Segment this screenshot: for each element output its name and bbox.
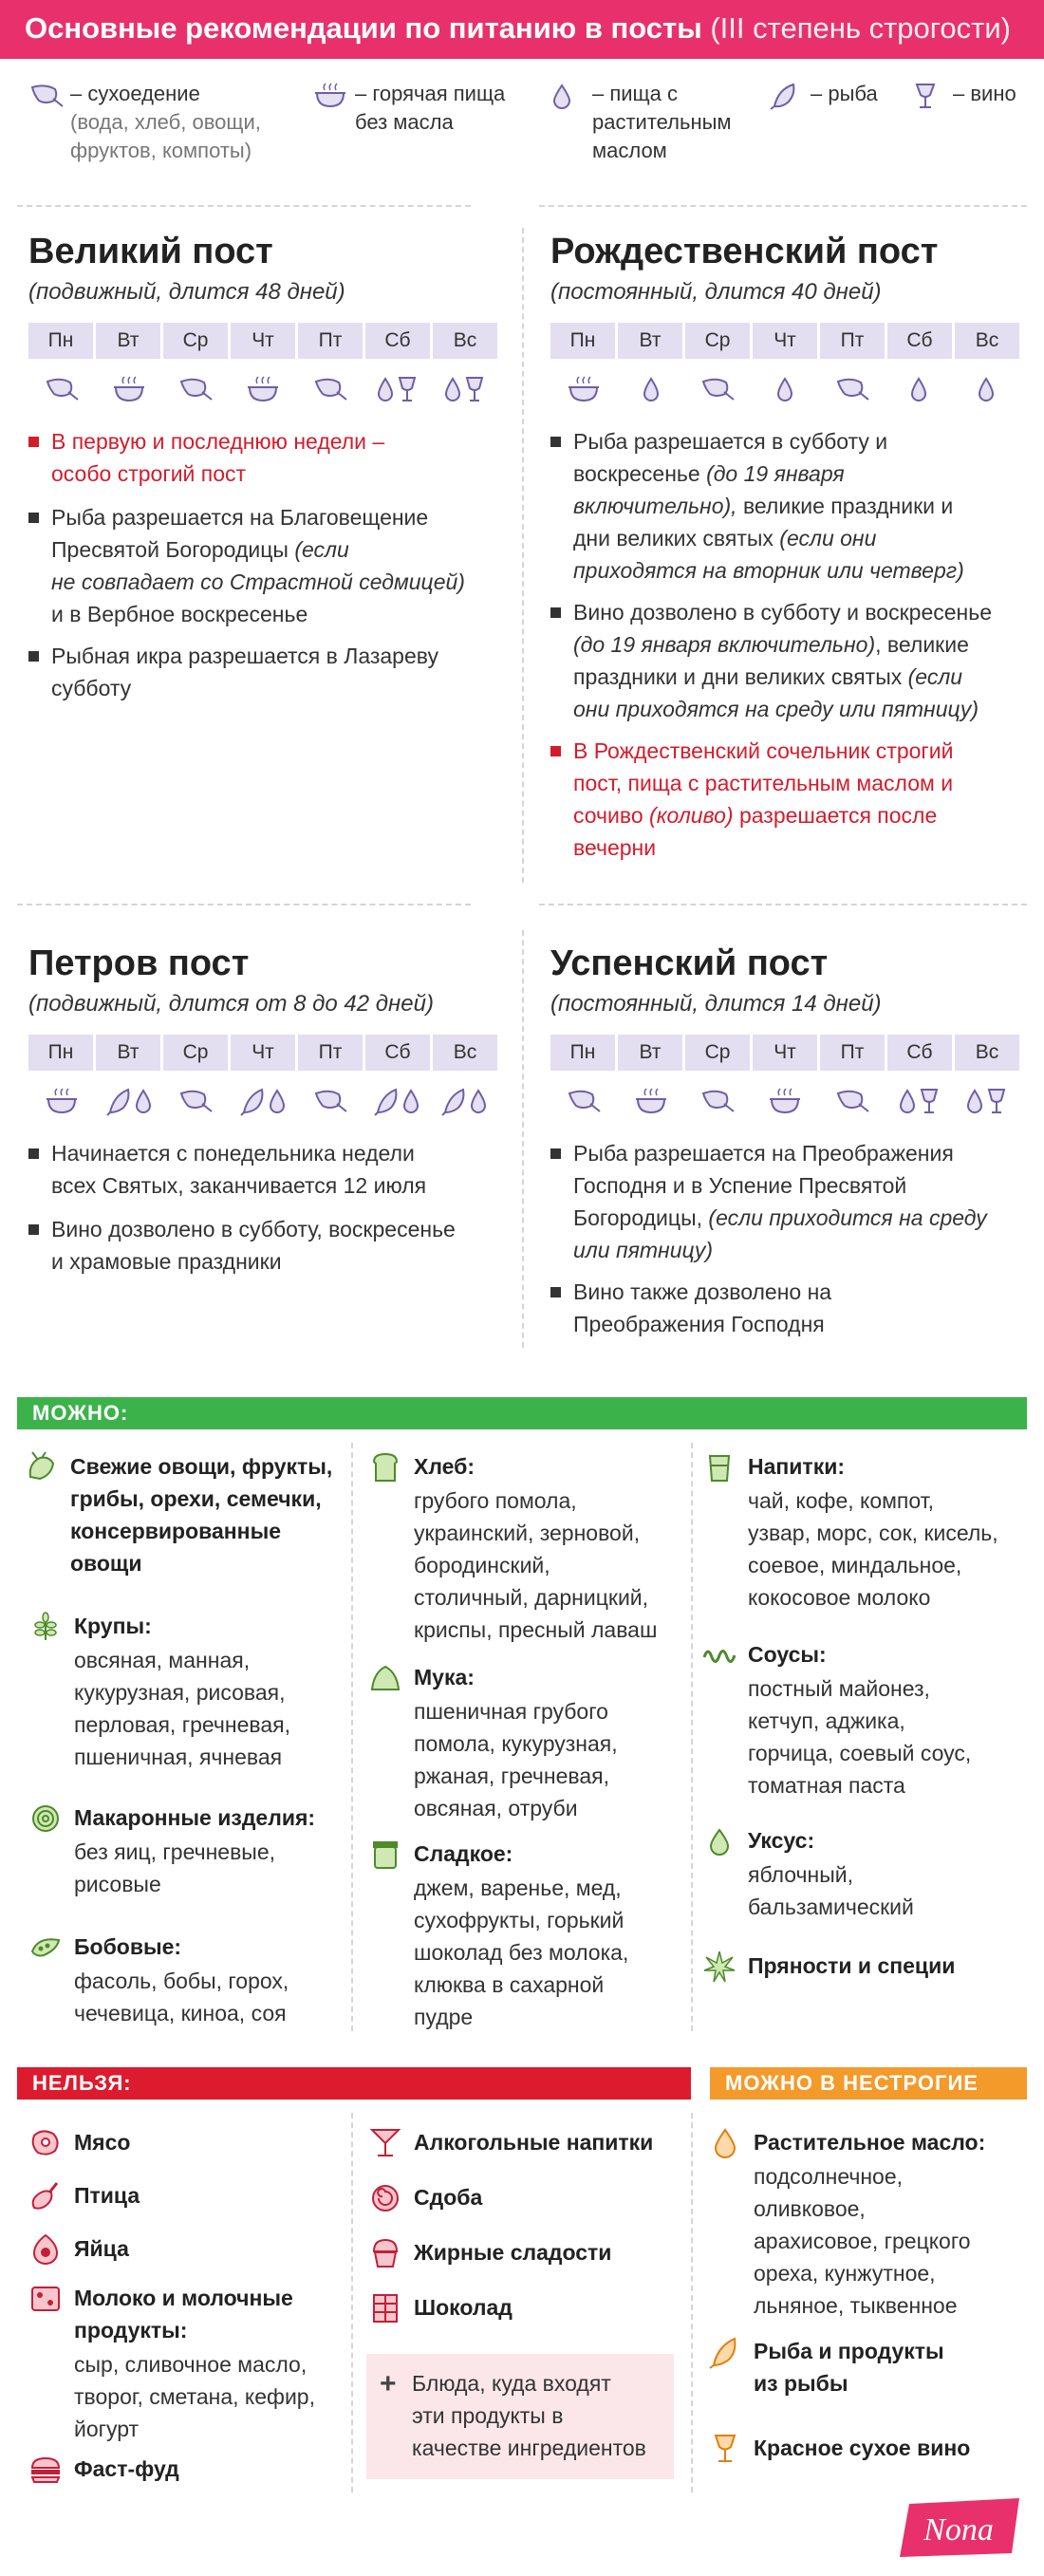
- fish-icon: [708, 2335, 742, 2369]
- vinegar-icon: [702, 1824, 736, 1858]
- category-name: Напитки:: [748, 1454, 846, 1479]
- category-description: без яиц, гречневые, рисовые: [74, 1839, 276, 1896]
- category-description: джем, варенье, мед, сухофрукты, горький шоколад без молока, клюква в сахарной пудре: [414, 1876, 629, 2029]
- divider: [522, 228, 524, 883]
- hot-icon: [634, 1086, 668, 1116]
- wine-icon: [919, 1086, 940, 1116]
- ingredients-note: [366, 2354, 674, 2479]
- divider: [522, 930, 524, 1348]
- oil-icon: [642, 374, 661, 404]
- day-food-cell: [28, 1080, 96, 1122]
- fish-icon: [440, 1086, 467, 1116]
- oil-icon: [898, 1086, 917, 1116]
- divider: [539, 205, 1027, 207]
- cupcake-icon: [368, 2236, 402, 2270]
- post-note: Начинается с понедельника недели всех Святых, заканчивается 12 июля: [28, 1137, 522, 1202]
- weekday-label: Пт: [298, 1035, 365, 1071]
- weekday-label: Вт: [618, 1035, 685, 1071]
- vegetables-icon: [25, 1450, 59, 1484]
- divider: [17, 205, 471, 207]
- category-name: Мясо: [74, 2130, 131, 2155]
- category-name: Фаст-фуд: [74, 2456, 179, 2481]
- weekday-label: Ср: [163, 323, 231, 359]
- category-description: овсяная, манная, кукурузная, рисовая, перловая, гречневая, пшеничная, ячневая: [74, 1648, 290, 1769]
- day-food-cell: [818, 1080, 886, 1122]
- weekday-label: Пт: [820, 323, 887, 359]
- post-note: Рыбная икра разрешается в Лазареву субботу: [28, 640, 522, 704]
- weekday-row: [28, 323, 497, 359]
- forbidden-bar: НЕЛЬЗЯ:: [17, 2067, 691, 2100]
- weekday-label: Сб: [365, 323, 433, 359]
- poultry-icon: [28, 2179, 63, 2213]
- dry-icon: [699, 1086, 736, 1116]
- post-subtitle: (подвижный, длится от 8 до 42 дней): [28, 991, 434, 1017]
- day-food-cell: [296, 1080, 364, 1122]
- post-title: Успенский пост: [550, 943, 829, 983]
- fastfood-icon: [28, 2453, 63, 2487]
- category-name: Шоколад: [414, 2295, 513, 2320]
- weekday-label: Вс: [453, 1041, 477, 1063]
- dry-icon: [834, 374, 870, 404]
- oil-icon: [401, 1086, 420, 1116]
- post-subtitle: (постоянный, длится 40 дней): [550, 279, 882, 305]
- jam-icon: [368, 1838, 402, 1872]
- weekday-label: Ср: [163, 1035, 231, 1071]
- note-text: Блюда, куда входят эти продукты в качестве ингредиентов: [412, 2371, 646, 2460]
- day-food-cell: [162, 368, 230, 410]
- sauce-icon: [702, 1638, 736, 1672]
- hot-icon: [567, 374, 601, 404]
- category-name: Крупы:: [74, 1614, 152, 1638]
- weekday-label: Вт: [96, 323, 163, 359]
- category-description: чай, кофе, компот, узвар, морс, сок, кисель, соевое, миндальное, кокосовое молоко: [748, 1488, 998, 1610]
- category-description: постный майонез, кетчуп, аджика, горчица, соевый соус, томатная паста: [748, 1676, 972, 1798]
- nona-logo: [892, 2496, 1025, 2563]
- divider: [351, 1443, 353, 2031]
- food-icon-row: [550, 1080, 1019, 1122]
- weekday-label: Сб: [887, 1035, 955, 1071]
- category-name: Алкогольные напитки: [414, 2130, 654, 2155]
- hot-icon: [768, 1086, 802, 1116]
- category-name: Мука:: [414, 1665, 475, 1689]
- dry-icon: [312, 1086, 348, 1116]
- flour-icon: [368, 1661, 402, 1695]
- post-subtitle: (подвижный, длится 48 дней): [28, 279, 345, 305]
- oil-icon: [469, 1086, 488, 1116]
- dry-icon: [177, 374, 214, 404]
- day-food-cell: [162, 1080, 230, 1122]
- weekday-label: Пт: [298, 323, 365, 359]
- wine-icon: [986, 1086, 1007, 1116]
- weekday-label: Сб: [365, 1035, 433, 1071]
- svg-text:Nona: Nona: [923, 2512, 994, 2548]
- category-name: Сладкое:: [414, 1841, 513, 1866]
- divider: [17, 904, 471, 905]
- category-name: Рыба и продукты из рыбы: [754, 2339, 944, 2396]
- oil-icon: [443, 374, 462, 404]
- category-name: Макаронные изделия:: [74, 1805, 316, 1830]
- fish-icon: [105, 1086, 132, 1116]
- post-note: В Рождественский сочельник строгий пост, пища с растительным маслом и сочиво (коливо) разрешается после вечерни: [550, 735, 1044, 864]
- chocolate-icon: [368, 2291, 402, 2325]
- day-food-cell: [430, 1080, 497, 1122]
- post-title: Великий пост: [28, 232, 273, 271]
- weekday-label: Ср: [685, 323, 753, 359]
- plus-icon: +: [380, 2368, 397, 2399]
- weekday-label: Вт: [618, 323, 685, 359]
- weekday-label: Ср: [685, 1035, 753, 1071]
- category-name: Уксус:: [748, 1828, 815, 1853]
- oil-icon: [977, 374, 996, 404]
- dairy-icon: [28, 2282, 63, 2316]
- weekday-label: Вс: [975, 1041, 999, 1063]
- wine-icon: [708, 2432, 742, 2466]
- day-food-cell: [96, 1080, 163, 1122]
- dry-icon: [566, 1086, 602, 1116]
- oil-icon: [965, 1086, 984, 1116]
- cocktail-icon: [368, 2126, 402, 2160]
- fish-icon: [769, 82, 807, 110]
- weekday-label: Пн: [28, 323, 96, 359]
- category-name: Яйца: [74, 2236, 129, 2261]
- category-description: фасоль, бобы, горох, чечевица, киноа, соя: [74, 1969, 289, 2025]
- weekday-label: Пн: [550, 323, 618, 359]
- weekday-label: Чт: [753, 323, 820, 359]
- spice-icon: [702, 1950, 736, 1984]
- oil-icon: [134, 1086, 153, 1116]
- category-description: сыр, сливочное масло, творог, сметана, кефир, йогурт: [74, 2352, 315, 2441]
- weekday-label: Пт: [820, 1035, 887, 1071]
- day-food-cell: [550, 368, 618, 410]
- category-name: Сдоба: [414, 2185, 483, 2210]
- weekday-label: Вс: [975, 329, 999, 351]
- post-note: Вино дозволено в субботу, воскресенье и храмовые праздники: [28, 1213, 522, 1278]
- fish-icon: [239, 1086, 266, 1116]
- day-food-cell: [96, 368, 163, 410]
- oil-icon: [708, 2126, 742, 2160]
- legend: – сухоедение (вода, хлеб, овощи, фруктов, компоты) – горячая пища без масла – пища с растительным маслом – рыба – вино: [0, 80, 1044, 184]
- fish-icon: [373, 1086, 400, 1116]
- day-food-cell: [952, 368, 1019, 410]
- day-food-cell: [618, 1080, 685, 1122]
- legumes-icon: [28, 1931, 63, 1965]
- day-food-cell: [684, 368, 752, 410]
- day-food-cell: [684, 1080, 752, 1122]
- allowed-bar: МОЖНО:: [17, 1397, 1027, 1429]
- weekday-label: Чт: [231, 323, 298, 359]
- day-food-cell: [230, 1080, 297, 1122]
- post-note: Вино также дозволено на Преображения Господня: [550, 1276, 1044, 1340]
- day-food-cell: [886, 368, 953, 410]
- grain-icon: [28, 1610, 63, 1644]
- divider: [691, 1443, 693, 2031]
- weekday-row: [550, 1035, 1019, 1071]
- weekday-label: Вт: [96, 1035, 163, 1071]
- category-name: Жирные сладости: [414, 2240, 612, 2265]
- page-subtitle: (III степень строгости): [710, 11, 1011, 45]
- hot-food-icon: [313, 82, 351, 110]
- weekday-label: Вс: [453, 329, 477, 351]
- day-food-cell: [752, 1080, 819, 1122]
- dry-food-icon: [28, 82, 66, 110]
- day-food-cell: [28, 368, 96, 410]
- day-food-cell: [550, 1080, 618, 1122]
- category-name: Растительное масло:: [754, 2130, 986, 2155]
- weekday-row: [550, 323, 1019, 359]
- post-title: Рождественский пост: [550, 232, 939, 271]
- post-note: В первую и последнюю недели – особо строгий пост: [28, 425, 522, 490]
- category-description: пшеничная грубого помола, кукурузная, ржаная, гречневая, овсяная, отруби: [414, 1699, 618, 1820]
- category-description: грубого помола, украинский, зерновой, бородинский, столичный, дарницкий, криспы, пресный лаваш: [414, 1488, 658, 1642]
- wine-icon: [464, 374, 485, 404]
- category-name: Красное сухое вино: [754, 2436, 971, 2460]
- weekday-label: Чт: [231, 1035, 298, 1071]
- oil-icon: [268, 1086, 287, 1116]
- oil-icon: [376, 374, 395, 404]
- oil-drop-icon: [550, 82, 588, 110]
- hot-icon: [45, 1086, 79, 1116]
- dry-icon: [312, 374, 348, 404]
- oil-icon: [909, 374, 928, 404]
- post-note: Рыба разрешается в субботу и воскресенье (до 19 января включительно), великие праздники и дни великих святых (если они приходятся на вторник или четверг): [550, 425, 1044, 587]
- weekday-label: Чт: [753, 1035, 820, 1071]
- dry-icon: [834, 1086, 870, 1116]
- category-description: яблочный, бальзамический: [748, 1862, 914, 1919]
- day-food-cell: [364, 368, 431, 410]
- category-name: Соусы:: [748, 1642, 827, 1667]
- post-note: Вино дозволено в субботу и воскресенье (до 19 января включительно), великие праздники и дни великих святых (если они приходятся на среду или пятницу): [550, 596, 1044, 725]
- category-name: Бобовые:: [74, 1934, 182, 1959]
- egg-icon: [28, 2232, 63, 2267]
- weekday-label: Пн: [550, 1035, 618, 1071]
- bun-icon: [368, 2181, 402, 2215]
- day-food-cell: [752, 368, 819, 410]
- day-food-cell: [296, 368, 364, 410]
- pasta-icon: [28, 1801, 63, 1836]
- divider: [351, 2113, 353, 2492]
- bread-icon: [368, 1450, 402, 1484]
- day-food-cell: [818, 368, 886, 410]
- dry-icon: [177, 1086, 214, 1116]
- food-icon-row: [550, 368, 1019, 410]
- wine-glass-icon: [911, 82, 949, 110]
- oil-icon: [775, 374, 794, 404]
- post-note: Рыба разрешается на Благовещение Пресвятой Богородицы (если не совпадает со Страстной седмицей) и в Вербное воскресенье: [28, 501, 522, 630]
- divider: [539, 904, 1027, 905]
- weekday-row: [28, 1035, 497, 1071]
- day-food-cell: [364, 1080, 431, 1122]
- dry-icon: [699, 374, 736, 404]
- day-food-cell: [886, 1080, 953, 1122]
- dry-icon: [44, 374, 80, 404]
- category-name: Молоко и молочные продукты:: [74, 2286, 293, 2343]
- day-food-cell: [430, 368, 497, 410]
- page-header: [0, 0, 1044, 59]
- post-note: Рыба разрешается на Преображения Господня и в Успение Пресвятой Богородицы, (если приходится на среду или пятницу): [550, 1137, 1044, 1266]
- weekday-label: Сб: [887, 323, 955, 359]
- post-subtitle: (постоянный, длится 14 дней): [550, 991, 882, 1017]
- post-title: Петров пост: [28, 943, 250, 983]
- day-food-cell: [230, 368, 297, 410]
- meat-icon: [28, 2126, 63, 2160]
- weekday-label: Пн: [28, 1035, 96, 1071]
- food-icon-row: [28, 368, 497, 410]
- category-name: Свежие овощи, фрукты, грибы, орехи, семечки, консервированные овощи: [70, 1454, 333, 1576]
- category-description: подсолнечное, оливковое, арахисовое, грецкого ореха, кунжутное, льняное, тыквенное: [754, 2164, 971, 2318]
- lax-bar: МОЖНО В НЕСТРОГИЕ ДНИ:: [710, 2067, 1027, 2100]
- day-food-cell: [618, 368, 685, 410]
- category-name: Птица: [74, 2183, 140, 2208]
- food-icon-row: [28, 1080, 497, 1122]
- hot-icon: [246, 374, 280, 404]
- page-title: Основные рекомендации по питанию в посты (III степень строгости): [25, 11, 1011, 45]
- hot-icon: [112, 374, 146, 404]
- wine-icon: [397, 374, 418, 404]
- category-name: Хлеб:: [414, 1454, 475, 1479]
- divider: [691, 2113, 693, 2492]
- drink-icon: [702, 1450, 736, 1484]
- day-food-cell: [952, 1080, 1019, 1122]
- category-name: Пряности и специи: [748, 1953, 956, 1978]
